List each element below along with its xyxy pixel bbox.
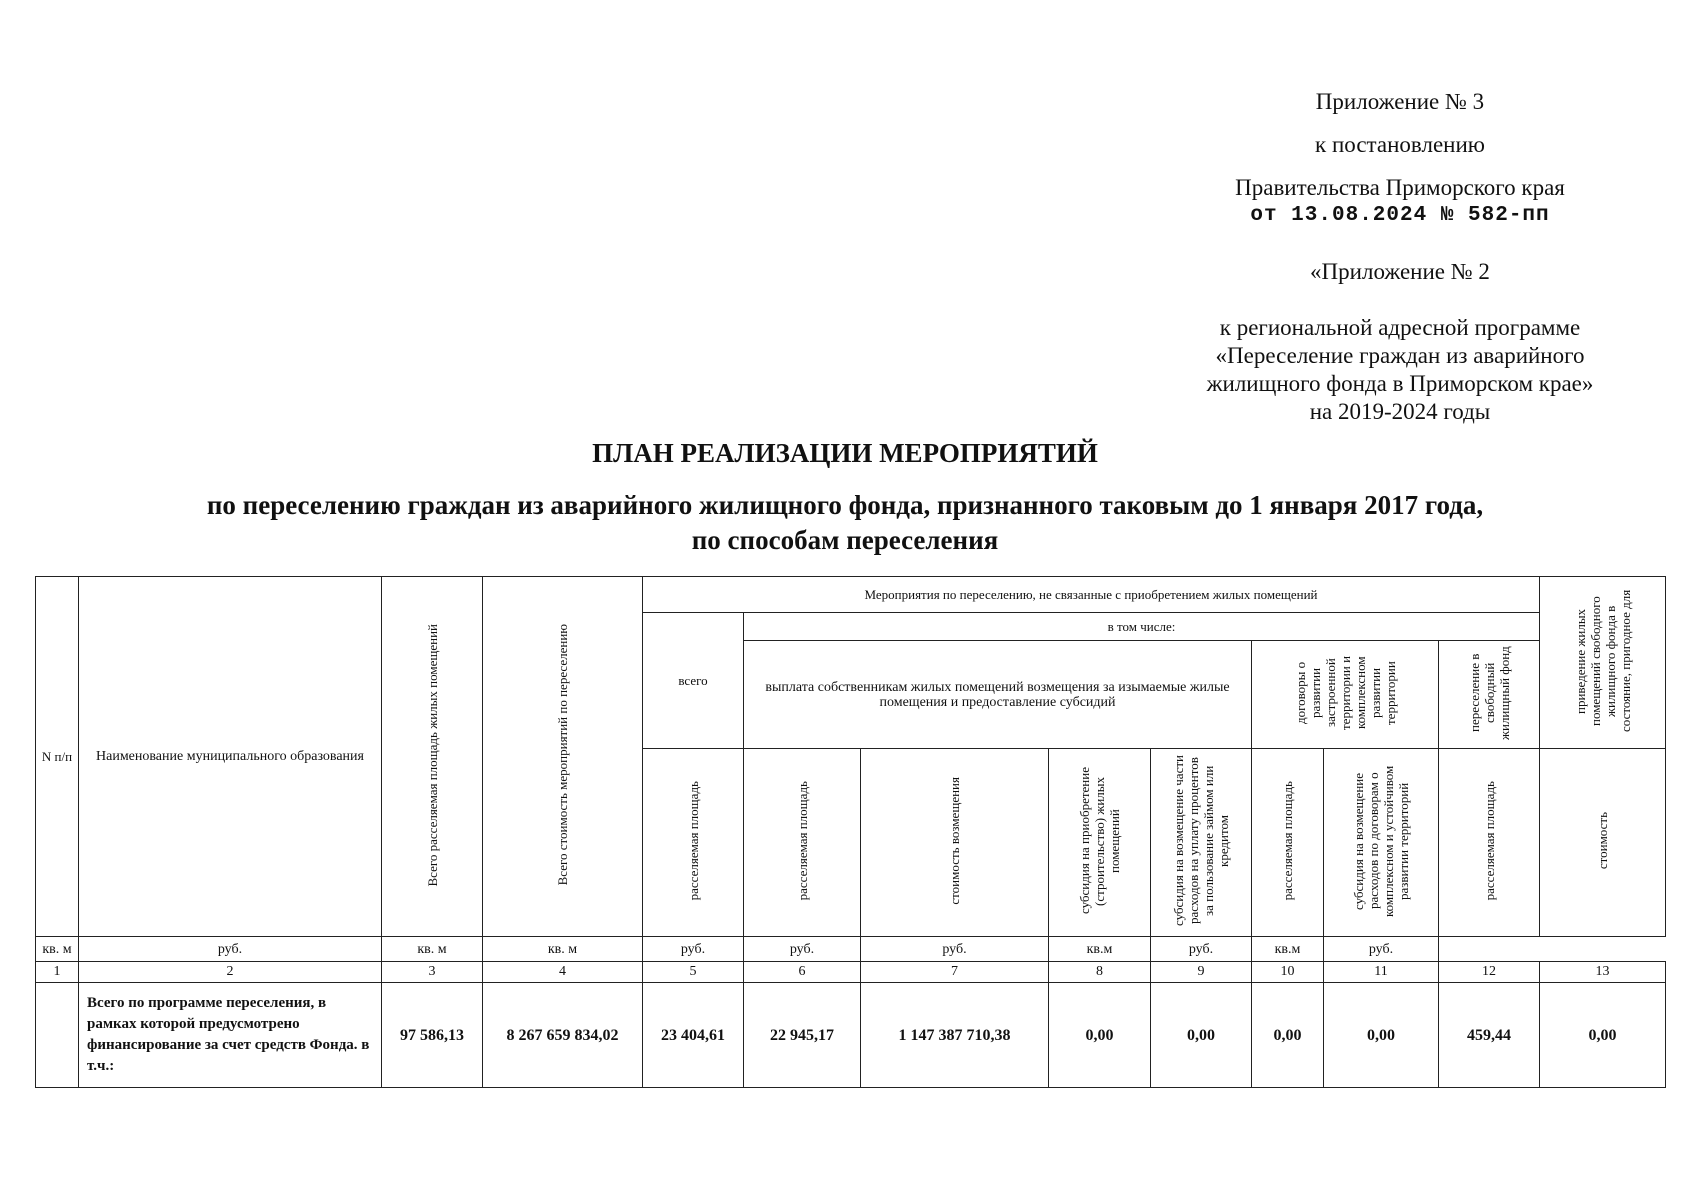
unit-cell: руб. — [744, 937, 861, 962]
col-header-5 — [643, 749, 744, 937]
attachment-number: Приложение № 3 — [1315, 89, 1485, 114]
col-header-total-cost — [483, 577, 643, 937]
col10-text: расселяемая площадь — [1280, 781, 1295, 901]
column-number: 7 — [861, 962, 1049, 983]
row-value-5: 23 404,61 — [643, 983, 744, 1088]
attachment-program-line1: к региональной адресной программе — [1219, 315, 1581, 340]
col-header-name: Наименование муниципального образования — [79, 577, 382, 937]
col-header-10 — [1252, 749, 1324, 937]
total-area-text: Всего расселяемая площадь жилых помещений — [424, 623, 440, 887]
col-header-7 — [861, 749, 1049, 937]
bringing-text: приведение жилых помещений свободного жилищного фонда в состояние, пригодное для — [1572, 589, 1633, 733]
column-number: 13 — [1540, 962, 1666, 983]
subtitle-line-1: по переселению граждан из аварийного жилищного фонда, признанного таковым до 1 января 2017 года, — [206, 490, 1484, 520]
col7-text: стоимость возмещения — [947, 777, 962, 905]
col9-text: субсидия на возмещение части расходов на уплату процентов за пользование займом или кредитом — [1171, 755, 1231, 927]
unit-cell: руб. — [1324, 937, 1439, 962]
col-header-total-area — [382, 577, 483, 937]
column-number: 5 — [643, 962, 744, 983]
col-header-8 — [1049, 749, 1151, 937]
attachment-program-years: на 2019-2024 годы — [1309, 399, 1491, 424]
row-value-8: 0,00 — [1049, 983, 1151, 1088]
column-number: 9 — [1151, 962, 1252, 983]
row-value-7: 1 147 387 710,38 — [861, 983, 1049, 1088]
col-header-11 — [1324, 749, 1439, 937]
column-number: 2 — [79, 962, 382, 983]
column-number: 4 — [483, 962, 643, 983]
column-number: 6 — [744, 962, 861, 983]
col11-text: субсидия на возмещение расходов по договорам о комплексном и устойчивом развитии территорий — [1351, 765, 1411, 917]
row-value-12: 459,44 — [1439, 983, 1540, 1088]
attachment-block — [1150, 88, 1650, 426]
group-header-payment: выплата собственникам жилых помещений возмещения за изымаемые жилые помещения и предоставление субсидий — [744, 641, 1252, 749]
attachment-to-resolution: к постановлению — [1315, 132, 1485, 157]
attachment-date-number: от 13.08.2024 № 582-пп — [1250, 204, 1550, 227]
attachment-program-line3: жилищного фонда в Приморском крае» — [1206, 371, 1594, 396]
page-title: ПЛАН РЕАЛИЗАЦИИ МЕРОПРИЯТИЙ — [592, 438, 1098, 468]
plan-table — [35, 576, 1666, 1088]
unit-cell: кв. м — [36, 937, 79, 962]
column-number: 12 — [1439, 962, 1540, 983]
column-number: 11 — [1324, 962, 1439, 983]
unit-cell: кв. м — [483, 937, 643, 962]
col-header-num: N п/п — [36, 577, 79, 937]
attachment-program-line2: «Переселение граждан из аварийного — [1215, 343, 1585, 368]
group-header-contracts — [1252, 641, 1439, 749]
col-header-6 — [744, 749, 861, 937]
unit-cell: кв.м — [1049, 937, 1151, 962]
group-header-free-fund — [1439, 641, 1540, 749]
col6-text: расселяемая площадь — [794, 781, 810, 901]
free-fund-text: переселение в свободный жилищный фонд — [1466, 646, 1512, 740]
column-number: 8 — [1049, 962, 1151, 983]
col-header-9 — [1151, 749, 1252, 937]
unit-cell: кв.м — [1252, 937, 1324, 962]
col-header-13 — [1540, 749, 1666, 937]
group-header-not-related: Мероприятия по переселению, не связанные с приобретением жилых помещений — [643, 577, 1540, 613]
attachment-government: Правительства Приморского края — [1235, 175, 1565, 200]
row-value-11: 0,00 — [1324, 983, 1439, 1088]
row-value-3: 97 586,13 — [382, 983, 483, 1088]
unit-cell: кв. м — [382, 937, 483, 962]
total-cost-text: Всего стоимость мероприятий по переселению — [555, 624, 570, 886]
row-value-9: 0,00 — [1151, 983, 1252, 1088]
subtitle-line-2: по способам переселения — [691, 525, 999, 555]
unit-cell: руб. — [1151, 937, 1252, 962]
col-header-12 — [1439, 749, 1540, 937]
group-header-including: в том числе: — [744, 613, 1540, 641]
attachment-prev-number: «Приложение № 2 — [1310, 259, 1490, 284]
row-value-13: 0,00 — [1540, 983, 1666, 1088]
column-number: 1 — [36, 962, 79, 983]
unit-cell: руб. — [861, 937, 1049, 962]
unit-cell: руб. — [643, 937, 744, 962]
col-header-bringing — [1540, 577, 1666, 749]
units-row — [36, 937, 1666, 962]
row-label: Всего по программе переселения, в рамках которой предусмотрено финансирование за счет средств Фонда. в т.ч.: — [79, 983, 382, 1088]
row-num — [36, 983, 79, 1088]
unit-cell: руб. — [79, 937, 382, 962]
col13-text: стоимость — [1595, 812, 1610, 870]
column-number: 3 — [382, 962, 483, 983]
row-value-10: 0,00 — [1252, 983, 1324, 1088]
col12-text: расселяемая площадь — [1481, 781, 1497, 901]
row-value-4: 8 267 659 834,02 — [483, 983, 643, 1088]
column-number: 10 — [1252, 962, 1324, 983]
page-subtitle — [0, 488, 1690, 558]
contracts-text: договоры о развитии застроенной территории и комплексном развитии территории — [1292, 655, 1398, 731]
row-value-6: 22 945,17 — [744, 983, 861, 1088]
col5-text: расселяемая площадь — [685, 781, 701, 901]
col8-text: субсидия на приобретение (строительство) жилых помещений — [1077, 767, 1122, 915]
column-numbers-row — [36, 962, 1666, 983]
col-header-all: всего — [643, 613, 744, 749]
table-row — [36, 983, 1666, 1088]
